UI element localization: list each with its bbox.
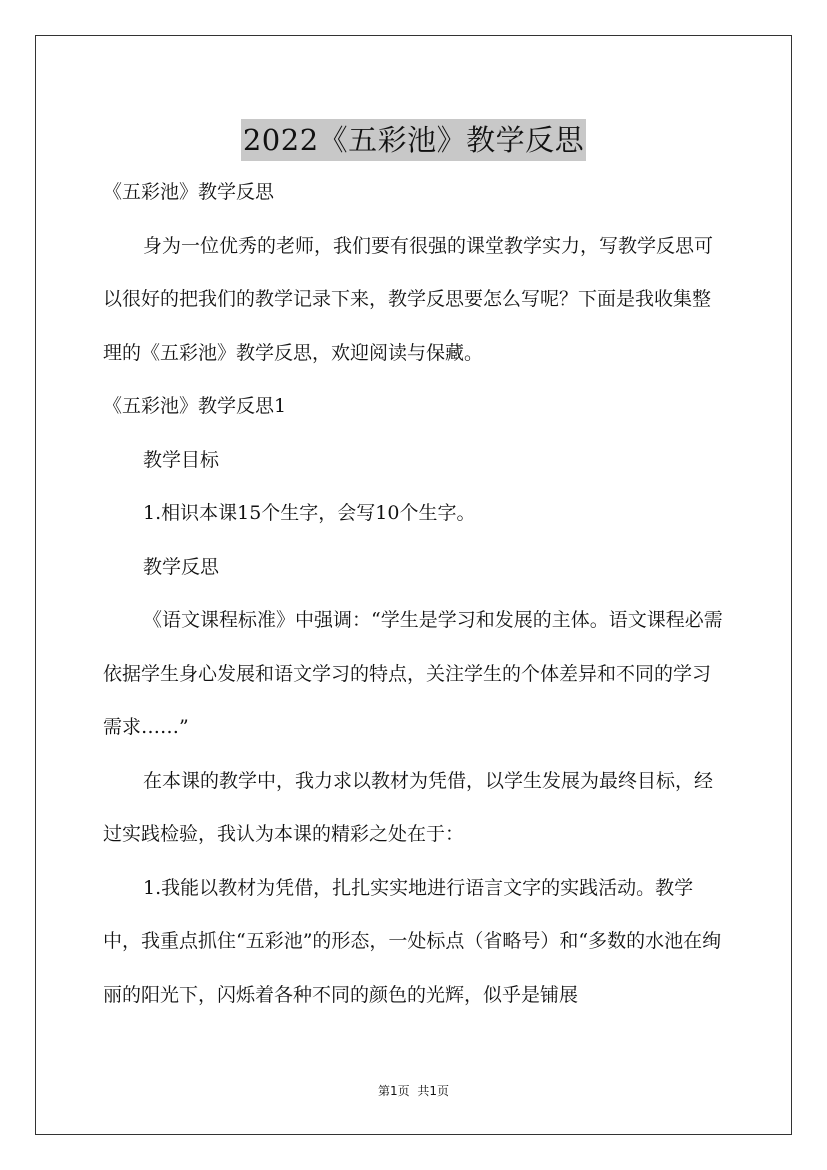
paragraph: 《五彩池》教学反思 [103,181,275,203]
paragraph: 《五彩池》教学反思1 [103,395,287,417]
document-title: 2022《五彩池》教学反思 [241,119,586,161]
paragraph: 1.相识本课15个生字，会写10个生字。 [143,502,476,524]
paragraph: 教学目标 [143,448,220,471]
page-footer: 第1页 共1页 [377,1084,450,1098]
paragraph: 在本课的教学中，我力求以教材为凭借，以学生发展为最终目标，经过实践检验，我认为本课的精彩之处在于： [103,769,714,845]
paragraph: 《语文课程标准》中强调：“学生是学习和发展的主体。语文课程必需依据学生身心发展和语文学习的特点，关注学生的个体差异和不同的学习需求……” [103,609,723,738]
paragraph: 身为一位优秀的老师，我们要有很强的课堂教学实力，写教学反思可以很好的把我们的教学记录下来，教学反思要怎么写呢？下面是我收集整理的《五彩池》教学反思，欢迎阅读与保藏。 [103,234,714,364]
paragraph: 1.我能以教材为凭借，扎扎实实地进行语言文字的实践活动。教学中，我重点抓住“五彩池”的形态，一处标点（省略号）和“多数的水池在绚丽的阳光下，闪烁着各种不同的颜色的光辉，似乎是铺展 [103,876,722,1006]
paragraph: 教学反思 [143,555,220,578]
document-body [103,166,728,1022]
